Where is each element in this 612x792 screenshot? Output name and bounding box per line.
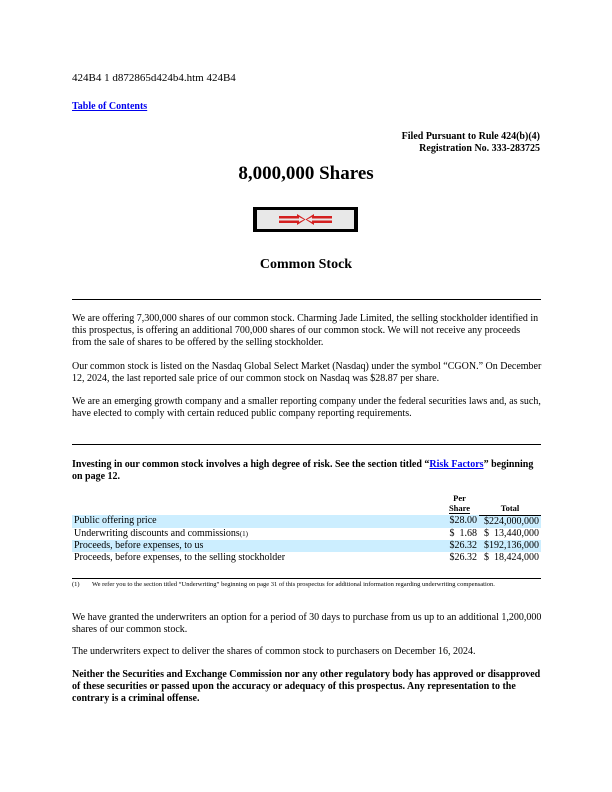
emerging-growth-paragraph: We are an emerging growth company and a smaller reporting company under the federal securities laws and, as such, have elected to comply with certain reduced public company reporting requirements. [72, 396, 541, 419]
row-label: Proceeds, before expenses, to us [72, 540, 440, 552]
risk-suffix: ” beginning on page 12. [72, 459, 534, 482]
row-total: $ 13,440,000 [484, 527, 539, 539]
divider [72, 444, 541, 445]
pricing-table [72, 494, 541, 564]
table-of-contents-link[interactable]: Table of Contents [72, 101, 148, 112]
row-label: Public offering price [72, 515, 440, 528]
listing-paragraph: Our common stock is listed on the Nasdaq Global Select Market (Nasdaq) under the symbol “CGON.” On December 12, 2024, the last reported sale price of our common stock on Nasdaq was $28.87 per share. [72, 361, 542, 384]
row-per-share: $26.32 [449, 551, 477, 563]
intro-paragraph: We are offering 7,300,000 shares of our common stock. Charming Jade Limited, the selling stockholder identified in this prospectus, is offering an additional 700,000 shares of our common stock. We will not receive any proceeds from the sale of shares to be offered by the selling stockholder. [72, 313, 539, 348]
row-label: Proceeds, before expenses, to the selling stockholder [74, 551, 286, 563]
row-total: $ 18,424,000 [484, 551, 539, 563]
footnote-divider [72, 578, 541, 579]
row-total: $192,136,000 [479, 540, 541, 552]
table-row [72, 515, 541, 528]
row-per-share: $28.00 [440, 515, 479, 528]
row-total: $224,000,000 [479, 515, 541, 528]
stock-type-title: Common Stock [259, 257, 353, 272]
header-total: Total [479, 494, 541, 515]
risk-factors-link[interactable]: Risk Factors [429, 459, 484, 470]
table-row [72, 528, 541, 540]
table-header-row [72, 494, 541, 515]
header-per-share: Per Share [448, 493, 471, 513]
footnote-ref: (1) [239, 529, 248, 538]
row-label: Underwriting discounts and commissions(1) [74, 527, 248, 539]
filing-info [402, 131, 540, 155]
header-label [72, 494, 440, 515]
row-per-share: $26.32 [440, 540, 479, 552]
filed-pursuant-line: Filed Pursuant to Rule 424(b)(4) [401, 131, 540, 142]
registration-number: Registration No. 333-283725 [419, 143, 540, 154]
shares-title: 8,000,000 Shares [238, 163, 374, 184]
footnote-number: (1) [72, 581, 80, 588]
file-header: 424B4 1 d872865d424b4.htm 424B4 [72, 72, 236, 84]
row-per-share: $ 1.68 [449, 527, 477, 539]
risk-paragraph [72, 459, 542, 483]
risk-prefix: Investing in our common stock involves a high degree of risk. See the section titled “ [72, 459, 430, 470]
table-row [72, 552, 541, 564]
company-logo-icon [253, 207, 358, 232]
sec-disclaimer-paragraph: Neither the Securities and Exchange Commission nor any other regulatory body has approved or disapproved of these securities or passed upon the accuracy or adequacy of this prospectus. Any representation to the contrary is a criminal offense. [72, 669, 541, 704]
divider [72, 299, 541, 300]
option-paragraph: We have granted the underwriters an option for a period of 30 days to purchase from us up to an additional 1,200,000 shares of our common stock. [72, 612, 542, 635]
delivery-paragraph: The underwriters expect to deliver the shares of common stock to purchasers on December 16, 2024. [72, 646, 476, 657]
footnote-text: We refer you to the section titled “Underwriting” beginning on page 31 of this prospectus for additional information regarding underwriting compensation. [92, 581, 495, 588]
table-row [72, 540, 541, 552]
